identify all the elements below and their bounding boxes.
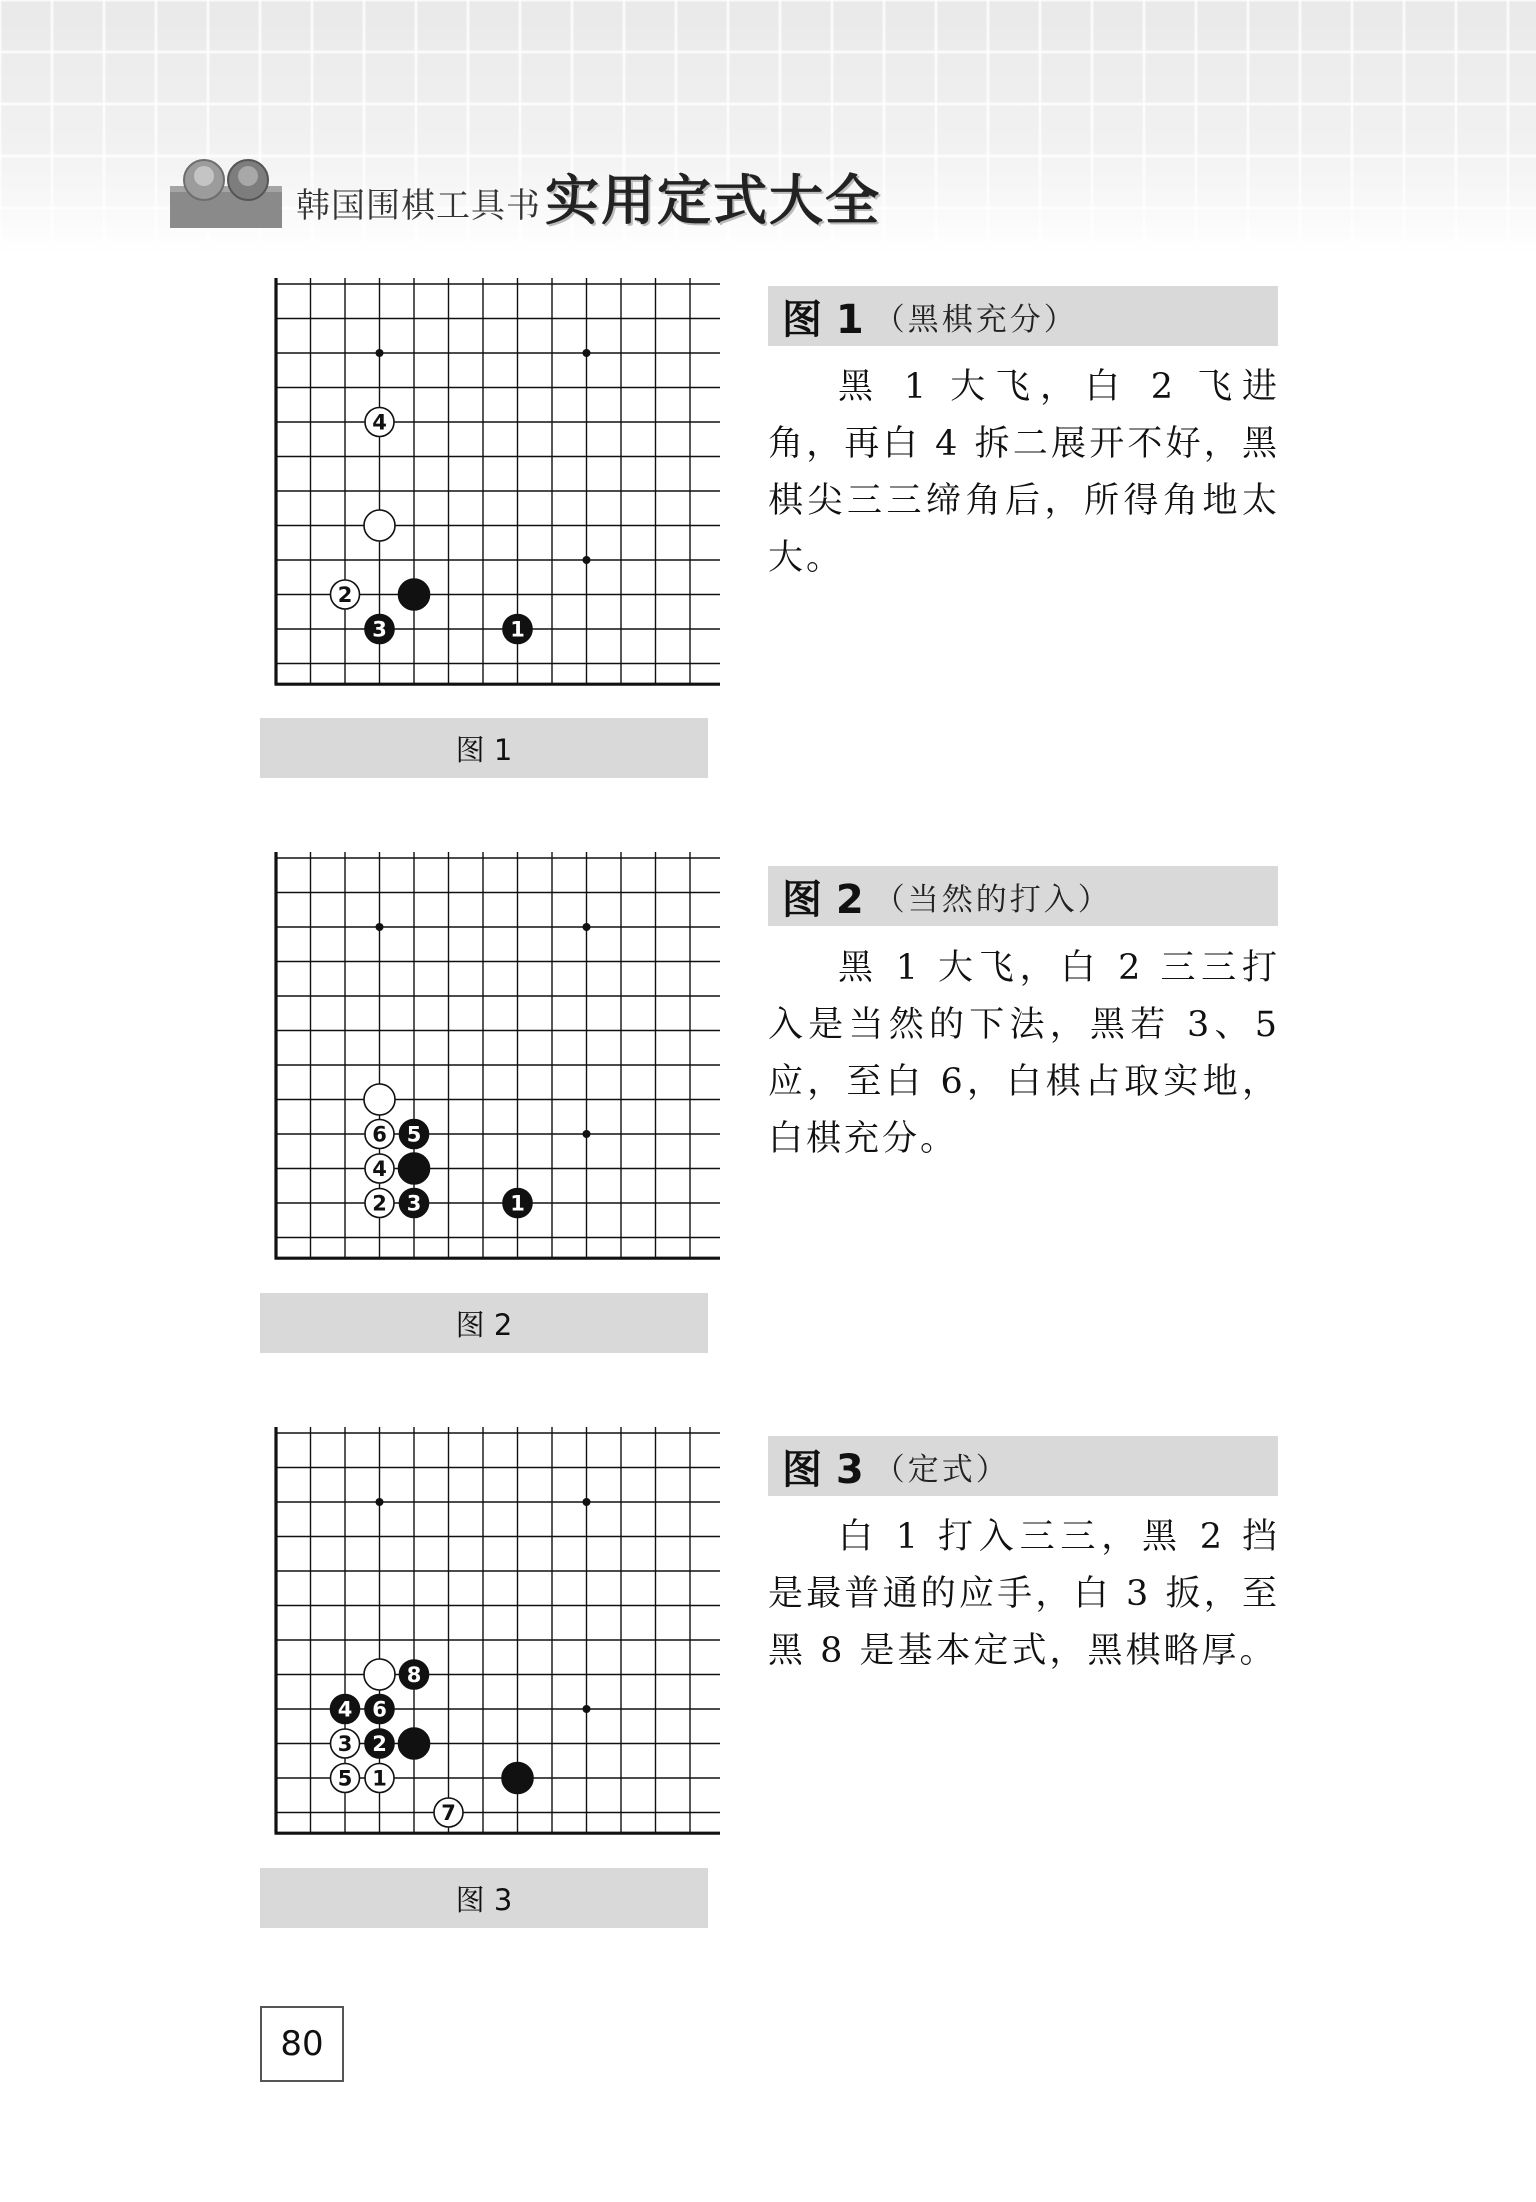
black-stone: [399, 1153, 430, 1184]
white-stone: [364, 510, 395, 541]
star-point: [583, 349, 591, 357]
page-header: [0, 0, 1536, 255]
stone-move-number: 5: [406, 1122, 422, 1147]
figure-text-2: 黑 1 大飞，白 2 三三打入是当然的下法，黑若 3、5 应，至白 6，白棋占取实地，白棋充分。: [768, 948, 1280, 1159]
book-title: 实用定式大全: [545, 168, 881, 232]
star-point: [376, 349, 384, 357]
stone-move-number: 2: [337, 583, 353, 607]
figure-title-3: 图 3: [782, 1446, 864, 1493]
figure-heading-1: [768, 286, 1278, 346]
figure-heading-2: [768, 866, 1278, 926]
stone-move-number: 3: [406, 1191, 422, 1216]
stone-move-number: 1: [372, 1766, 387, 1791]
star-point: [376, 1498, 384, 1506]
stone-move-number: 5: [337, 1766, 353, 1791]
stone-move-number: 1: [510, 617, 525, 642]
star-point: [376, 923, 384, 931]
figure-subtitle-2: （当然的打入）: [873, 881, 1112, 918]
stone-move-number: 7: [441, 1801, 456, 1825]
white-stone: [364, 1659, 395, 1690]
figure-title-2: 图 2: [782, 876, 864, 923]
go-board-diagram-1: [270, 278, 720, 688]
stone-move-number: 2: [372, 1732, 387, 1756]
white-stone: [364, 1084, 395, 1115]
figure-caption-2: 图 2: [260, 1293, 708, 1353]
stone-move-number: 4: [372, 1157, 387, 1181]
stone-move-number: 2: [372, 1191, 387, 1216]
figure-subtitle-3: （定式）: [873, 1451, 1010, 1488]
stone-move-number: 6: [372, 1697, 387, 1722]
star-point: [583, 1705, 591, 1713]
go-bowls-logo: [170, 150, 282, 228]
series-title: 韩国围棋工具书: [296, 186, 541, 226]
figure-caption-3: 图 3: [260, 1868, 708, 1928]
stone-move-number: 1: [510, 1191, 525, 1216]
page-number: 80: [260, 2006, 344, 2082]
figure-heading-3: [768, 1436, 1278, 1496]
stone-move-number: 6: [372, 1122, 387, 1147]
black-stone: [399, 1728, 430, 1759]
star-point: [583, 923, 591, 931]
figure-text-1: 黑 1 大飞，白 2 飞进角，再白 4 拆二展开不好，黑棋尖三三缔角后，所得角地太大。: [768, 367, 1280, 578]
stone-move-number: 3: [337, 1732, 353, 1756]
star-point: [583, 1130, 591, 1138]
star-point: [583, 1498, 591, 1506]
stone-move-number: 3: [372, 617, 387, 642]
star-point: [583, 556, 591, 564]
stone-move-number: 8: [406, 1663, 422, 1687]
go-board-diagram-2: [270, 852, 720, 1262]
go-board-diagram-3: [270, 1427, 720, 1837]
figure-caption-1: 图 1: [260, 718, 708, 778]
black-stone: [399, 579, 430, 610]
stone-move-number: 4: [372, 410, 387, 435]
stone-move-number: 4: [337, 1697, 353, 1722]
figure-text-3: 白 1 打入三三，黑 2 挡是最普通的应手，白 3 扳，至黑 8 是基本定式，黑棋略厚。: [768, 1517, 1280, 1671]
figure-title-1: 图 1: [782, 296, 864, 343]
figure-subtitle-1: （黑棋充分）: [873, 301, 1078, 338]
black-stone: [502, 1763, 533, 1794]
